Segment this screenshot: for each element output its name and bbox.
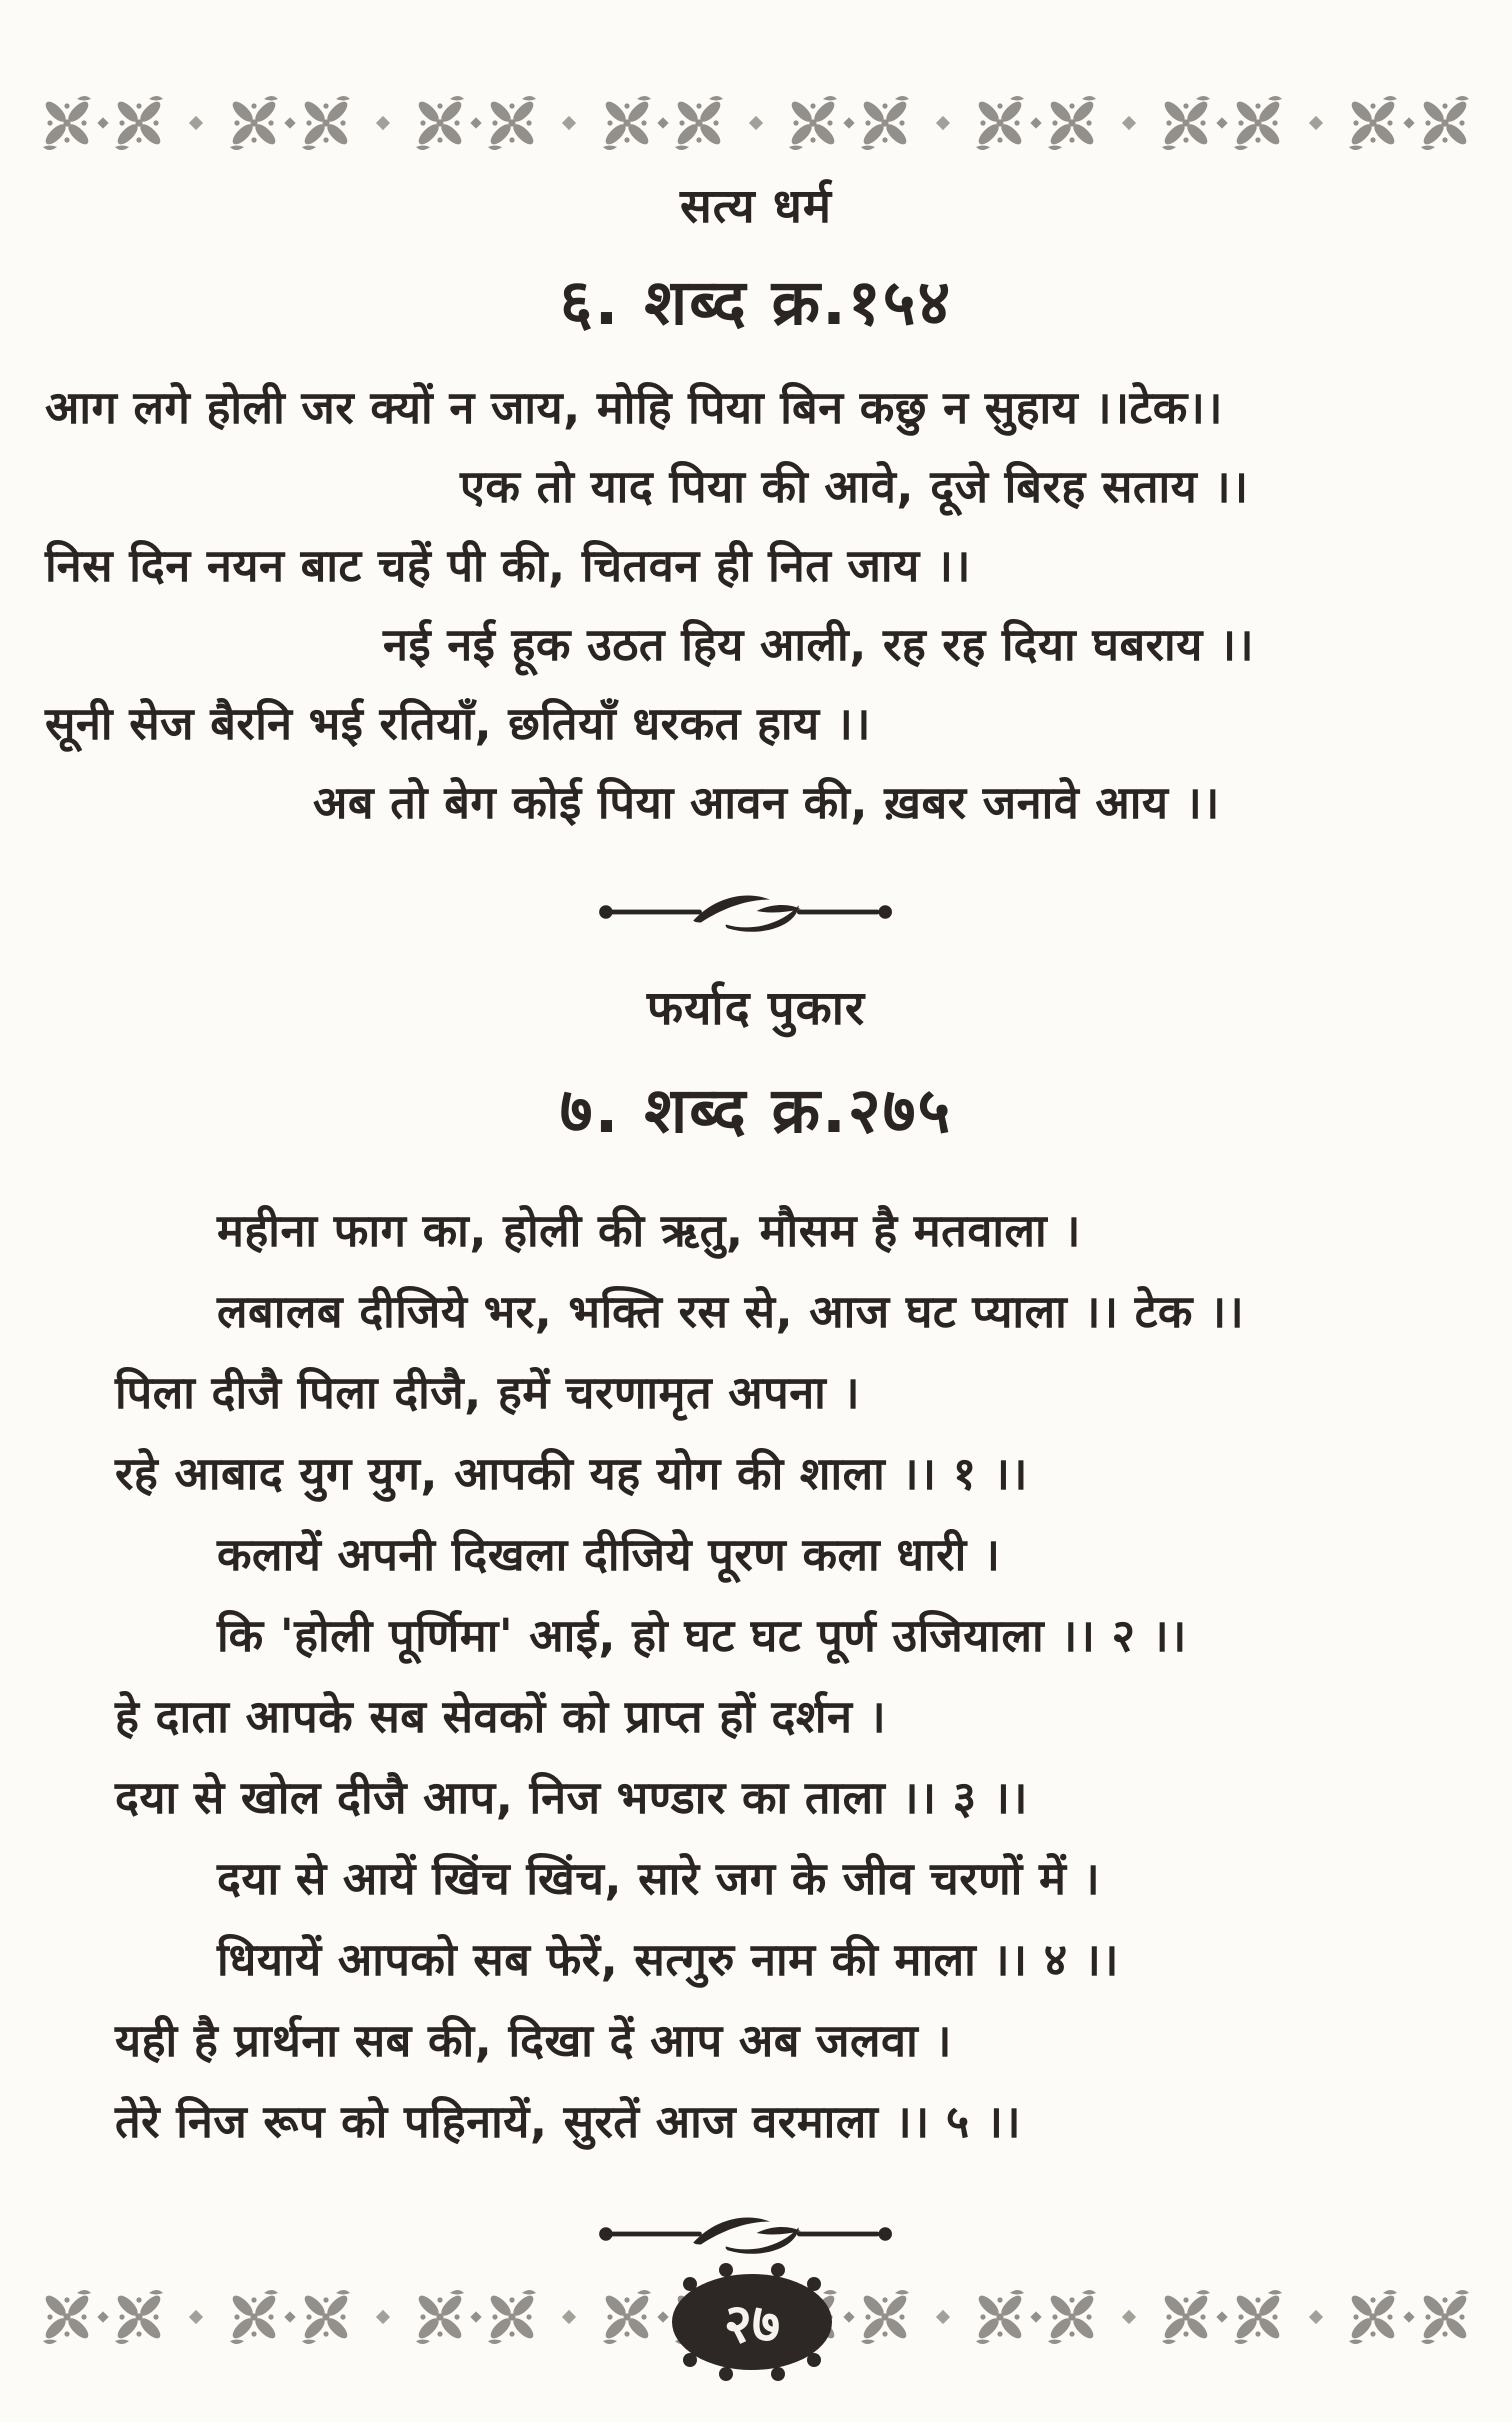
shabd-title-154: ६. शब्द क्र.१५४ <box>559 266 953 339</box>
verse-line: आग लगे होली जर क्यों न जाय, मोहि पिया बिन कछु न सुहाय ।।टेक।। <box>45 381 1223 434</box>
verse-line: लबालब दीजिये भर, भक्ति रस से, आज घट प्याला ।। टेक ।। <box>217 1285 1245 1338</box>
fleuron-motif-icon <box>403 84 549 162</box>
verse-line: रहे आबाद युग युग, आपकी यह योग की शाला ।। १ ।। <box>115 1447 1028 1500</box>
verse-line: कि 'होली पूर्णिमा' आई, हो घट घट पूर्ण उजियाला ।। २ ।। <box>217 1609 1187 1662</box>
fleuron-motif-icon <box>1336 84 1482 162</box>
fleuron-motif-icon <box>403 2278 549 2356</box>
verse-line: सूनी सेज बैरनि भई रतियाँ, छतियाँ धरकत हाय ।। <box>45 697 871 750</box>
diamond-separator-icon <box>935 116 949 130</box>
diamond-separator-icon <box>749 116 763 130</box>
verse-line: पिला दीजै पिला दीजै, हमें चरणामृत अपना । <box>115 1366 861 1419</box>
verse-line: दया से आयें खिंच खिंच, सारे जग के जीव चरणों में । <box>217 1852 1101 1905</box>
fleuron-motif-icon <box>217 84 363 162</box>
shabd-title-275: ७. शब्द क्र.२७५ <box>559 1074 953 1147</box>
section-header-faryad-pukar: फर्याद पुकार <box>646 981 866 1036</box>
fleuron-motif-icon <box>963 84 1109 162</box>
fleuron-motif-icon <box>1149 2278 1295 2356</box>
section-header-satya-dharm: सत्य धर्म <box>679 179 833 234</box>
verse-block-shabd-275 <box>45 1190 1472 2162</box>
fleuron-motif-icon <box>963 2278 1109 2356</box>
page-number-badge <box>652 2258 852 2388</box>
page-number-oval-icon <box>652 2258 852 2388</box>
diamond-separator-icon <box>1122 2310 1136 2324</box>
diamond-separator-icon <box>376 116 390 130</box>
diamond-separator-icon <box>1122 116 1136 130</box>
fleuron-motif-icon <box>30 84 176 162</box>
swash-divider-icon <box>592 2210 902 2258</box>
verse-line: अब तो बेग कोई पिया आवन की, ख़बर जनावे आय ।। <box>313 776 1220 829</box>
fleuron-motif-icon <box>1336 2278 1482 2356</box>
fleuron-motif-icon <box>217 2278 363 2356</box>
fleuron-motif-icon <box>776 84 922 162</box>
verse-line: निस दिन नयन बाट चहें पी की, चितवन ही नित जाय ।। <box>45 539 971 592</box>
diamond-separator-icon <box>189 116 203 130</box>
diamond-separator-icon <box>189 2310 203 2324</box>
fleuron-motif-icon <box>590 84 736 162</box>
diamond-separator-icon <box>1309 2310 1323 2324</box>
diamond-separator-icon <box>562 2310 576 2324</box>
top-border <box>30 78 1482 168</box>
verse-line: कलायें अपनी दिखला दीजिये पूरण कला धारी । <box>217 1528 1001 1581</box>
diamond-separator-icon <box>376 2310 390 2324</box>
verse-line: धियायें आपको सब फेरें, सत्गुरु नाम की माला ।। ४ ।। <box>217 1933 1119 1986</box>
diamond-separator-icon <box>562 116 576 130</box>
verse-line: एक तो याद पिया की आवे, दूजे बिरह सताय ।। <box>460 460 1249 513</box>
verse-line: नई नई हूक उठत हिय आली, रह रह दिया घबराय ।। <box>383 618 1255 671</box>
fleuron-motif-icon <box>1149 84 1295 162</box>
diamond-separator-icon <box>1309 116 1323 130</box>
page-number: २७ <box>723 2292 781 2355</box>
verse-line: यही है प्रार्थना सब की, दिखा दें आप अब जलवा । <box>115 2014 952 2067</box>
fleuron-motif-icon <box>30 2278 176 2356</box>
verse-line: हे दाता आपके सब सेवकों को प्राप्त हों दर्शन । <box>115 1690 887 1743</box>
verse-line: दया से खोल दीजै आप, निज भण्डार का ताला ।। ३ ।। <box>115 1771 1028 1824</box>
verse-block-shabd-154 <box>45 368 1472 842</box>
verse-line: महीना फाग का, होली की ऋतु, मौसम है मतवाला । <box>217 1204 1081 1257</box>
verse-line: तेरे निज रूप को पहिनायें, सुरतें आज वरमाला ।। ५ ।। <box>115 2095 1022 2148</box>
diamond-separator-icon <box>935 2310 949 2324</box>
swash-divider-icon <box>592 888 902 936</box>
